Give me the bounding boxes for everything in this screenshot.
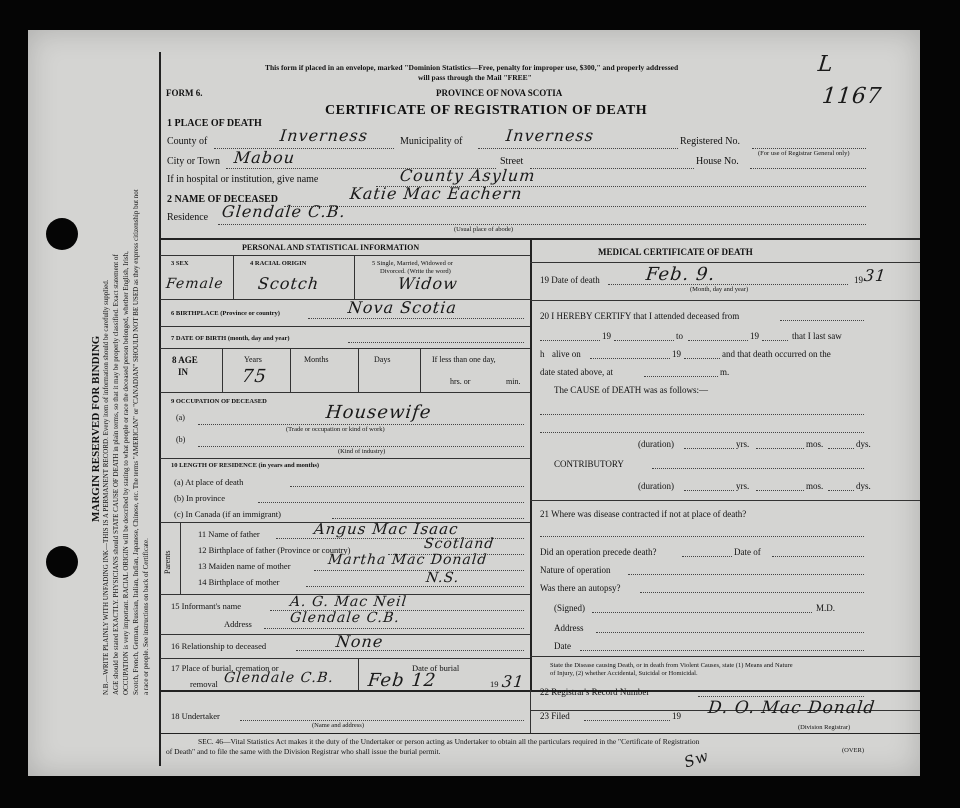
marital-label-2: Divorced. (Write the word) <box>380 268 451 275</box>
date-of-death-value: Feb. 9. <box>644 264 717 285</box>
municipality-value: Inverness <box>505 126 595 145</box>
operation-date-label: Date of <box>734 547 761 557</box>
informant-address-value: Glendale C.B. <box>289 610 401 626</box>
days-label: Days <box>374 355 391 364</box>
mail-notice-line1: This form if placed in an envelope, marked "Dominion Statistics—Free, penalty for improper use, $300," and properly addressed <box>265 63 679 72</box>
street-label: Street <box>500 156 524 167</box>
municipality-label: Municipality of <box>400 136 463 147</box>
certify-year-2: 19 <box>750 331 759 341</box>
father-birthplace-value: Scotland <box>423 536 496 552</box>
binding-hole-top <box>46 218 78 250</box>
parents-side-label: Parents <box>163 550 172 574</box>
occupation-value: Housewife <box>324 402 433 423</box>
deceased-name-label: 2 NAME OF DECEASED <box>167 194 279 205</box>
margin-instruction-1: N.B.—WRITE PLAINLY WITH UNFADING INK—THIS IS A PERMANENT RECORD. Every item of information should be carefully supplied. <box>102 279 110 695</box>
footer-section-2: of Death" and to file the same with the Division Registrar who shall issue the burial permit. <box>166 747 441 756</box>
father-name-value: Angus Mac Isaac <box>313 520 460 538</box>
contributory-dys: dys. <box>856 481 871 491</box>
medical-heading: MEDICAL CERTIFICATE OF DEATH <box>598 247 753 257</box>
less-than-day-label: If less than one day, <box>432 355 496 364</box>
contributory-duration-label: (duration) <box>638 481 674 491</box>
footer-over: (OVER) <box>842 747 865 754</box>
contributory-yrs: yrs. <box>736 481 750 491</box>
birthplace-label: 6 BIRTHPLACE (Province or country) <box>171 310 280 317</box>
cause-duration-label: (duration) <box>638 439 674 449</box>
months-label: Months <box>304 355 329 364</box>
racial-origin-label: 4 RACIAL ORIGIN <box>250 260 307 267</box>
certify-to: to <box>676 331 684 341</box>
margin-instruction-2: AGE should be stated EXACTLY. PHYSICIANS should STATE CAUSE OF DEATH in plain terms, so that it may be properly classified. Exact statement of <box>112 254 120 695</box>
alive-on-label: alive on <box>552 349 581 359</box>
binding-hole-bottom <box>46 546 78 578</box>
mail-notice-line2: will pass through the Mail "FREE" <box>418 73 532 82</box>
m-label: m. <box>720 367 730 377</box>
registered-no-label: Registered No. <box>680 136 740 147</box>
filed-year-prefix: 19 <box>672 711 681 721</box>
filed-label: 23 Filed <box>540 711 570 721</box>
corner-mark: L <box>816 52 835 77</box>
dob-label: 7 DATE OF BIRTH (month, day and year) <box>171 335 290 342</box>
cause-yrs: yrs. <box>736 439 750 449</box>
informant-address-label: Address <box>224 619 252 629</box>
years-label: Years <box>244 355 262 364</box>
undertaker-note: (Name and address) <box>312 722 364 729</box>
contributory-mos: mos. <box>806 481 824 491</box>
margin-instruction-3: OCCUPATION is very important. RACIAL ORIGIN will be described by stating to what people or race the deceased person belonged, whether English, Irish, <box>122 251 130 695</box>
md-label: M.D. <box>816 603 836 613</box>
racial-origin-value: Scotch <box>257 274 321 293</box>
operation-label: Did an operation precede death? <box>540 547 657 557</box>
burial-label-2: removal <box>190 679 218 689</box>
relationship-value: None <box>335 632 385 651</box>
division-registrar-note: (Division Registrar) <box>798 724 851 731</box>
residence-length-label: 10 LENGTH OF RESIDENCE (in years and months) <box>171 462 320 469</box>
cause-dys: dys. <box>856 439 871 449</box>
contracted-label: 21 Where was disease contracted if not at place of death? <box>540 509 747 519</box>
province-heading: PROVINCE OF NOVA SCOTIA <box>436 88 563 98</box>
city-value: Mabou <box>233 148 297 167</box>
sex-label: 3 SEX <box>171 260 189 267</box>
birthplace-value: Nova Scotia <box>347 298 458 317</box>
burial-year-prefix: 19 <box>490 679 499 689</box>
death-occurred-label: and that death occurred on the <box>722 349 831 359</box>
hospital-value: County Asylum <box>399 166 537 185</box>
h-label: h <box>540 349 545 359</box>
physician-address-label: Address <box>554 623 584 633</box>
serial-number: 1167 <box>820 84 884 109</box>
marital-value: Widow <box>397 274 459 293</box>
house-no-label: House No. <box>696 156 739 167</box>
cause-label: The CAUSE of DEATH was as follows:— <box>554 385 708 395</box>
informant-label: 15 Informant's name <box>171 601 241 611</box>
date-of-death-note: (Month, day and year) <box>690 286 749 293</box>
division-registrar-signature: D. O. Mac Donald <box>706 698 877 718</box>
residence-note: (Usual place of abode) <box>454 226 514 233</box>
marital-label-1: 5 Single, Married, Widowed or <box>372 260 453 267</box>
burial-place-value: Glendale C.B. <box>223 670 335 686</box>
certify-year-1: 19 <box>602 331 611 341</box>
contributory-label: CONTRIBUTORY <box>554 459 624 469</box>
residence-in-canada: (c) In Canada (if an immigrant) <box>174 509 281 519</box>
autopsy-label: Was there an autopsy? <box>540 583 621 593</box>
date-of-death-year-value: 31 <box>863 266 888 285</box>
footer-section-1: SEC. 46—Vital Statistics Act makes it the duty of the Undertaker or person acting as Undertaker to obtain all the particulars required in the "Certificate of Registration <box>198 737 700 746</box>
place-heading: 1 PLACE OF DEATH <box>167 118 262 129</box>
date-of-death-year-prefix: 19 <box>854 275 863 285</box>
mother-name-value: Martha Mac Donald <box>327 552 489 568</box>
city-label: City or Town <box>167 156 221 167</box>
occupation-a-note: (Trade or occupation or kind of work) <box>286 426 385 433</box>
informant-name-value: A. G. Mac Neil <box>289 594 408 610</box>
county-value: Inverness <box>279 126 369 145</box>
hospital-label: If in hospital or institution, give name <box>167 174 319 185</box>
occupation-b-note: (Kind of industry) <box>338 448 386 455</box>
sex-value: Female <box>165 276 225 292</box>
years-value: 75 <box>240 366 269 387</box>
residence-in-province: (b) In province <box>174 493 225 503</box>
deceased-name-value: Katie Mac Eachern <box>349 184 524 203</box>
age-label-2: IN <box>178 367 189 377</box>
medical-note-2: of Injury, (2) whether Accidental, Suicidal or Homicidal. <box>550 670 698 677</box>
min-label: min. <box>506 377 521 386</box>
burial-date-value: Feb 12 <box>366 670 438 691</box>
mother-name-label: 13 Maiden name of mother <box>198 561 291 571</box>
hrs-label: hrs. or <box>450 377 471 386</box>
certificate-sheet <box>28 30 920 776</box>
residence-place-of-death: (a) At place of death <box>174 477 244 487</box>
father-birthplace-label: 12 Birthplace of father (Province or country) <box>198 545 351 555</box>
undertaker-label: 18 Undertaker <box>171 711 220 721</box>
residence-value: Glendale C.B. <box>221 202 347 221</box>
margin-reserved-text: MARGIN RESERVED FOR BINDING <box>90 335 102 522</box>
physician-date-label: Date <box>554 641 571 651</box>
occupation-a: (a) <box>176 413 185 422</box>
certificate-title: CERTIFICATE OF REGISTRATION OF DEATH <box>325 103 648 118</box>
relationship-label: 16 Relationship to deceased <box>171 641 267 651</box>
certify-label: 20 I HEREBY CERTIFY that I attended deceased from <box>540 311 740 321</box>
occupation-b: (b) <box>176 435 186 444</box>
signed-label: (Signed) <box>554 603 585 613</box>
date-stated-label: date stated above, at <box>540 367 613 377</box>
father-name-label: 11 Name of father <box>198 529 260 539</box>
registrar-note: (For use of Registrar General only) <box>758 150 850 157</box>
margin-instruction-5: a race or people. See instructions on back of Certificate. <box>142 538 150 695</box>
medical-note-1: State the Disease causing Death, or in death from Violent Causes, state (1) Means and Nature <box>550 662 793 669</box>
residence-label: Residence <box>167 212 209 223</box>
margin-instruction-4: Scotch, French, German, Russian, Italian, Indian, Japanese, Chinese, etc. The terms "AMERICAN" or "CANADIAN" SHOULD NOT BE USED as they express citizenship but not <box>132 189 140 695</box>
last-saw-label: that I last saw <box>792 331 842 341</box>
mother-birthplace-label: 14 Birthplace of mother <box>198 577 280 587</box>
burial-year-value: 31 <box>501 672 526 691</box>
nature-label: Nature of operation <box>540 565 611 575</box>
alive-on-year: 19 <box>672 349 681 359</box>
occupation-label: 9 OCCUPATION OF DECEASED <box>171 398 267 405</box>
burial-date-label: Date of burial <box>412 663 460 673</box>
age-label-1: 8 AGE <box>172 355 198 365</box>
mother-birthplace-value: N.S. <box>425 570 461 586</box>
cause-mos: mos. <box>806 439 824 449</box>
footer-initials: Sw <box>681 746 712 772</box>
form-number: FORM 6. <box>166 88 203 98</box>
burial-label-1: 17 Place of burial, cremation or <box>171 663 279 673</box>
registrar-record-label: 22 Registrar's Record Number <box>540 687 650 697</box>
county-label: County of <box>167 136 208 147</box>
personal-heading: PERSONAL AND STATISTICAL INFORMATION <box>242 243 420 252</box>
date-of-death-label: 19 Date of death <box>540 275 600 285</box>
